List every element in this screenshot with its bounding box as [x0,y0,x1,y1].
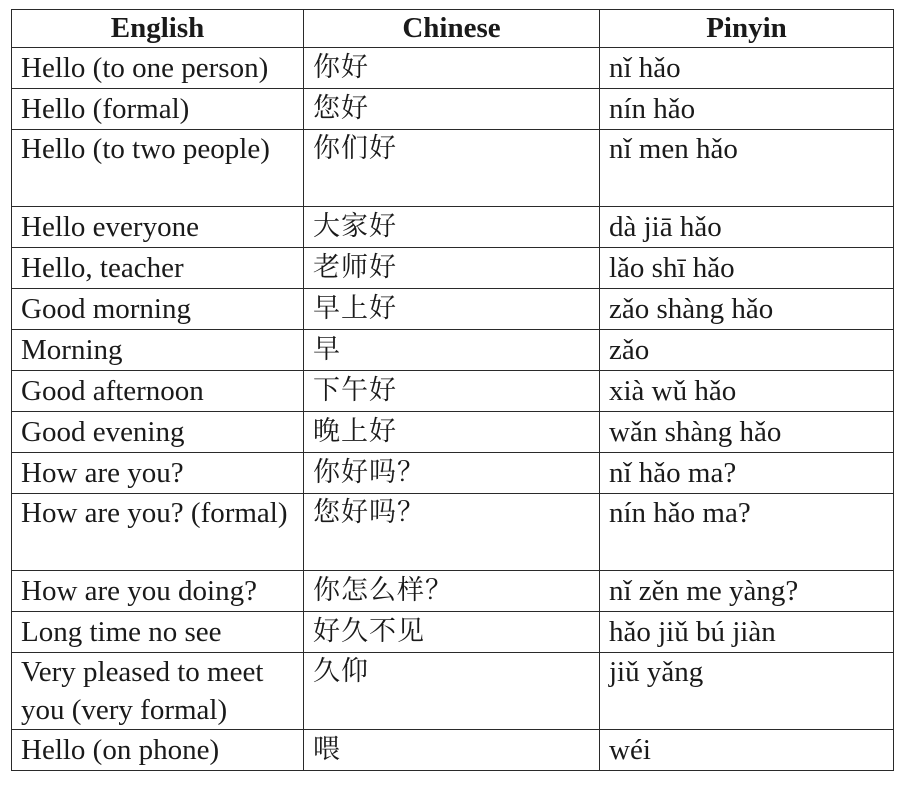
english-cell: Hello (to two people) [12,130,304,207]
table-row [12,571,894,612]
chinese-cell: 下午好 [304,371,600,412]
chinese-cell: 久仰 [304,653,600,730]
chinese-cell: 早上好 [304,289,600,330]
pinyin-cell: xià wǔ hǎo [600,371,894,412]
english-cell: Good afternoon [12,371,304,412]
pinyin-cell: nǐ hǎo ma? [600,453,894,494]
table-row [12,330,894,371]
table-row [12,412,894,453]
pinyin-cell: zǎo shàng hǎo [600,289,894,330]
chinese-cell: 喂 [304,730,600,771]
pinyin-cell: wǎn shàng hǎo [600,412,894,453]
english-cell: Hello everyone [12,207,304,248]
table-row [12,89,894,130]
pinyin-cell: nín hǎo ma? [600,494,894,571]
table-row [12,453,894,494]
chinese-cell: 早 [304,330,600,371]
chinese-cell: 好久不见 [304,612,600,653]
english-cell: Hello (on phone) [12,730,304,771]
header-chinese: Chinese [304,10,600,48]
english-cell: How are you? [12,453,304,494]
table-row [12,48,894,89]
pinyin-cell: dà jiā hǎo [600,207,894,248]
english-cell: Good evening [12,412,304,453]
english-cell: Good morning [12,289,304,330]
chinese-cell: 大家好 [304,207,600,248]
english-cell: Hello (to one person) [12,48,304,89]
english-cell: Very pleased to meet you (very formal) [12,653,304,730]
english-cell: How are you doing? [12,571,304,612]
pinyin-cell: nín hǎo [600,89,894,130]
header-pinyin: Pinyin [600,10,894,48]
pinyin-cell: jiǔ yǎng [600,653,894,730]
english-cell: Morning [12,330,304,371]
pinyin-cell: nǐ men hǎo [600,130,894,207]
pinyin-cell: zǎo [600,330,894,371]
pinyin-cell: nǐ hǎo [600,48,894,89]
english-cell: Hello, teacher [12,248,304,289]
chinese-cell: 老师好 [304,248,600,289]
table-row [12,730,894,771]
table-row [12,371,894,412]
chinese-cell: 你好 [304,48,600,89]
chinese-cell: 晚上好 [304,412,600,453]
chinese-cell: 您好吗？ [304,494,600,571]
chinese-cell: 你好吗？ [304,453,600,494]
table-row [12,612,894,653]
english-cell: Long time no see [12,612,304,653]
table-row [12,653,894,730]
table-row [12,130,894,207]
chinese-cell: 你怎么样？ [304,571,600,612]
pinyin-cell: nǐ zěn me yàng? [600,571,894,612]
table-row [12,207,894,248]
english-cell: Hello (formal) [12,89,304,130]
chinese-cell: 你们好 [304,130,600,207]
table-row [12,289,894,330]
chinese-cell: 您好 [304,89,600,130]
header-row [12,10,894,48]
english-cell: How are you? (formal) [12,494,304,571]
pinyin-cell: wéi [600,730,894,771]
table-row [12,494,894,571]
greetings-table [11,9,894,771]
table-row [12,248,894,289]
pinyin-cell: hǎo jiǔ bú jiàn [600,612,894,653]
pinyin-cell: lǎo shī hǎo [600,248,894,289]
header-english: English [12,10,304,48]
